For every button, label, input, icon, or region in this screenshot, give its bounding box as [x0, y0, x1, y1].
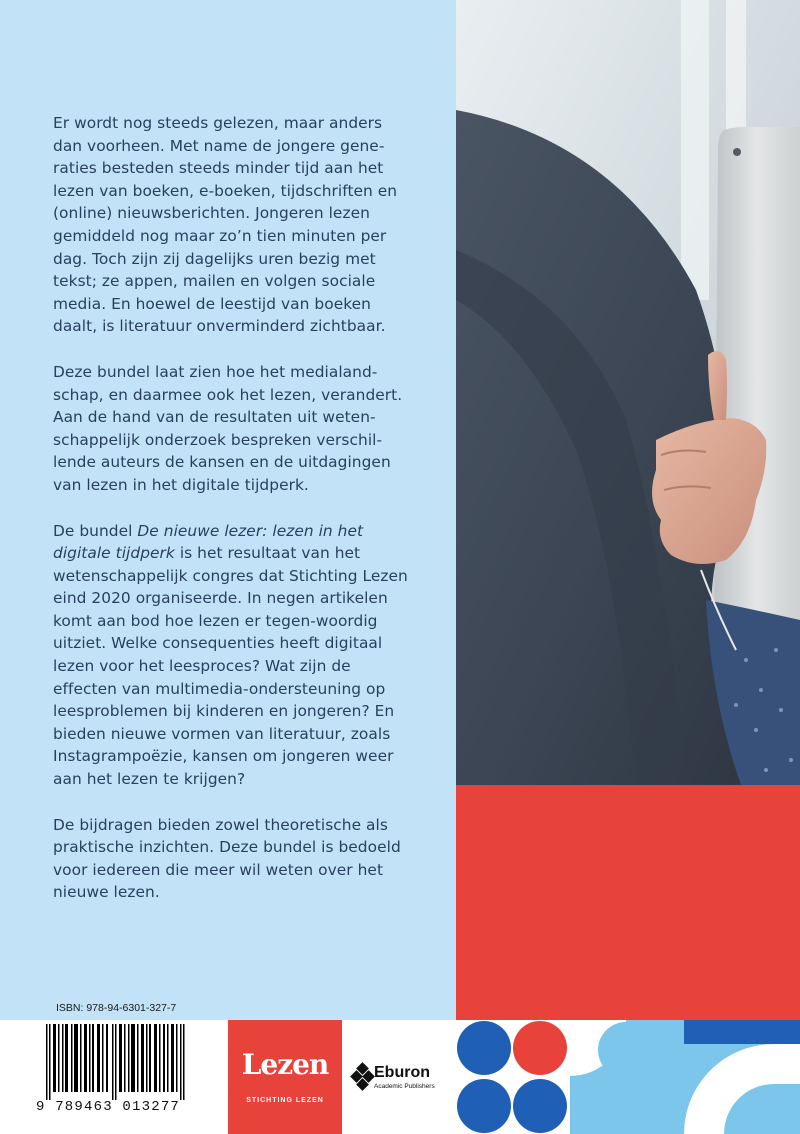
back-cover-blurb: [53, 112, 413, 927]
red-color-block: [456, 785, 800, 1020]
isbn-barcode: [36, 1024, 196, 1100]
blurb-p3-rest: is het resultaat van het wetenschappelijk congres dat Stichting Lezen eind 2020 organiseerde. In negen artikelen komt aan bod hoe lezen er tegen-woordig uitziet. Welke consequenties heeft digitaal lezen voor het leesproces? Wat zijn de effecten van multimedia-ondersteuning op leesproblemen bij kinderen en jongeren? En bieden nieuwe vormen van literatuur, zoals Instagrampoëzie, kansen om jongeren weer aan het lezen te krijgen?: [53, 544, 408, 789]
isbn-label: ISBN: 978-94-6301-327-7: [56, 1002, 177, 1014]
eburon-name: Eburon: [374, 1064, 430, 1081]
eburon-subtitle: Academic Publishers: [374, 1083, 435, 1090]
book-title-italic: De nieuwe lezer: lezen in het digitale tijdperk: [53, 521, 364, 563]
blurb-p3-prefix: De bundel: [53, 521, 138, 540]
blurb-paragraph-4: De bijdragen bieden zowel theoretische als praktische inzichten. Deze bundel is bedoeld voor iedereen die meer wil weten over het nieuwe lezen.: [53, 815, 401, 902]
blurb-paragraph-1: Er wordt nog steeds gelezen, maar anders dan voorheen. Met name de jongere gene-raties besteden steeds minder tijd aan het lezen van boeken, e-boeken, tijdschriften en (online) nieuwsberichten. Jongeren lezen gemiddeld nog maar zo’n tien minuten per dag. Toch zijn zij dagelijks uren bezig met tekst; ze appen, mailen en volgen sociale media. En hoewel de leestijd van boeken daalt, is literatuur onverminderd zichtbaar.: [53, 114, 398, 336]
photo-illustration: [456, 0, 800, 785]
lezen-wordmark: Lezen: [241, 1048, 329, 1081]
blurb-paragraph-3: [53, 520, 413, 791]
lezen-subtitle: STICHTING LEZEN: [246, 1097, 324, 1104]
cover-photo-reader-with-tablet: [456, 0, 800, 785]
blurb-paragraph-2: Deze bundel laat zien hoe het medialand-schap, en daarmee ook het lezen, verandert. Aan de hand van de resultaten uit weten-schappelijk onderzoek bespreken verschil-lende auteurs de kansen en de uitdagingen van lezen in het digitale tijdperk.: [53, 362, 403, 494]
stichting-lezen-logo: [228, 1020, 342, 1134]
barcode-digits: 9 789463 013277: [36, 1099, 181, 1115]
geometric-pattern: [456, 1020, 800, 1134]
